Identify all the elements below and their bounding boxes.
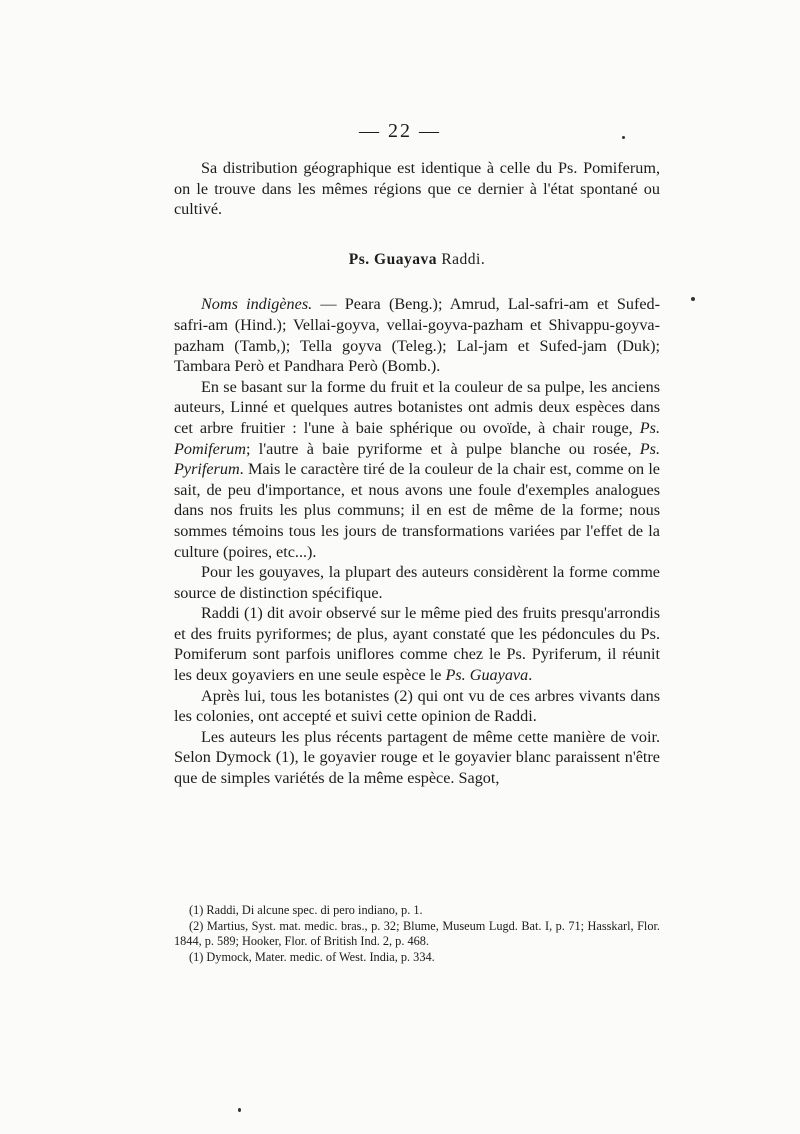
footnotes bbox=[174, 903, 660, 965]
paragraph-recent-authors: Les auteurs les plus récents partagent de même cette manière de voir. Selon Dymock (1), le goyavier rouge et le goyavier blanc paraissent n'être que de simples variétés de la même espèce. Sagot, bbox=[174, 727, 660, 788]
footnote: (2) Martius, Syst. mat. medic. bras., p. 32; Blume, Museum Lugd. Bat. I, p. 71; Hasskarl, Flor. 1844, p. 589; Hooker, Flor. of British Ind. 2, p. 468. bbox=[174, 918, 660, 948]
species-italic: Ps. Pyriferum bbox=[174, 439, 660, 479]
native-names-text: — Peara (Beng.); Amrud, Lal-safri-am et Sufed-safri-am (Hind.); Vellai-goyva, vellai-goyva-pazham et Shivappu-goyva-pazham (Tamb,); Tella goyva (Teleg.); Lal-jam et Sufed-jam (Duk); Tambara Però et Pandhara Però (Bomb.). bbox=[174, 295, 661, 376]
intro-paragraph: Sa distribution géographique est identique à celle du Ps. Pomiferum, on le trouve dans les mêmes régions que ce dernier à l'état spontané ou cultivé. bbox=[174, 159, 660, 219]
species-italic: Ps. Pomiferum bbox=[174, 418, 660, 458]
footnote: (1) Raddi, Di alcune spec. di pero indiano, p. 1. bbox=[189, 903, 423, 917]
body-text bbox=[174, 158, 660, 789]
text-span: En se basant sur la forme du fruit et la couleur de sa pulpe, les anciens auteurs, Linné et quelques autres botanistes ont admis deux espèces dans cet arbre fruitier : l'une à baie sphérique ou ovoïde, à chair rouge, bbox=[174, 377, 660, 437]
paragraph-gouyaves: Pour les gouyaves, la plupart des auteurs considèrent la forme comme source de distinction spécifique. bbox=[174, 563, 660, 602]
text-span: Raddi (1) dit avoir observé sur le même pied des fruits presqu'arrondis et des fruits pyriformes; de plus, ayant constaté que les pédoncules du Ps. Pomiferum sont parfois uniflores comme chez le Ps. Pyriferum, il réunit les deux goyaviers en une seule espèce le bbox=[174, 604, 660, 685]
paragraph-botanists: Après lui, tous les botanistes (2) qui ont vu de ces arbres vivants dans les colonies, ont accepté et suivi cette opinion de Raddi. bbox=[174, 686, 660, 726]
speck-mark bbox=[691, 297, 695, 301]
species-author: Raddi. bbox=[441, 250, 486, 268]
text-span: ; l'autre à baie pyriforme et à pulpe blanche ou rosée, bbox=[245, 439, 640, 458]
species-italic: Ps. Guayava bbox=[445, 666, 529, 685]
section-heading bbox=[174, 250, 660, 271]
paragraph-raddi bbox=[174, 603, 660, 685]
native-names-label: Noms indigènes. bbox=[201, 295, 313, 314]
text-span: . Mais le caractère tiré de la couleur de la chair est, comme on le sait, de peu d'importance, et nous avons une foule d'exemples analogues dans nos fruits les plus communs; il en est de même de la forme; nous sommes témoins tous les jours de transformations variées par l'effet de la culture (poires, etc...). bbox=[174, 460, 660, 561]
speck-mark bbox=[238, 1108, 241, 1112]
footnote: (1) Dymock, Mater. medic. of West. India, p. 334. bbox=[189, 949, 435, 964]
paragraph-ancient-authors bbox=[174, 377, 660, 562]
page-number: — 22 — bbox=[359, 120, 441, 142]
species-name: Ps. Guayava bbox=[348, 250, 437, 268]
speck-mark bbox=[622, 136, 625, 139]
paragraph-native-names bbox=[174, 294, 660, 376]
text-span: . bbox=[528, 666, 533, 685]
